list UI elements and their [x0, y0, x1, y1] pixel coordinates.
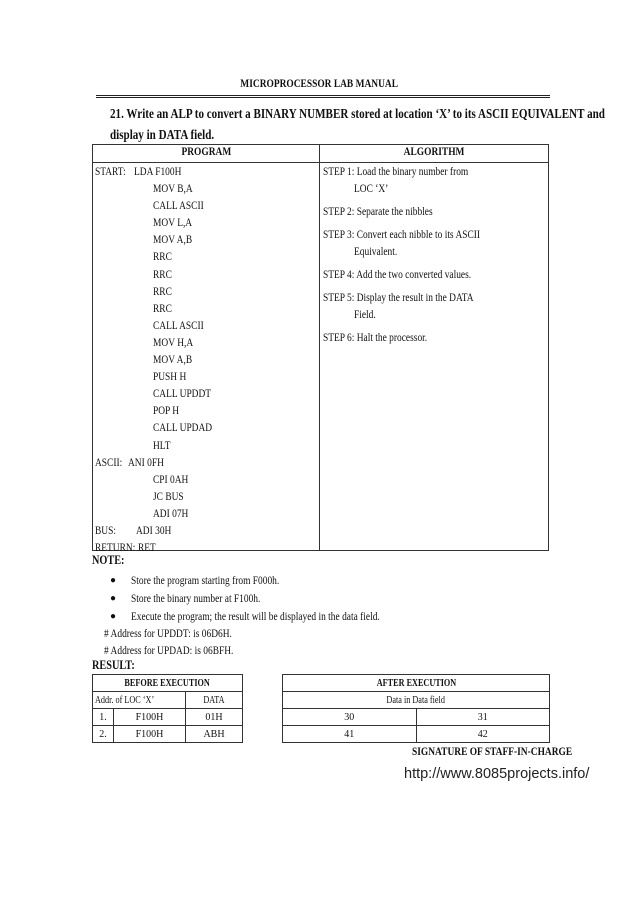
note-heading: NOTE: [92, 553, 125, 567]
program-instruction: LDA F100H [134, 166, 182, 178]
bullet-icon: ● [110, 593, 117, 604]
program-instruction: CPI 0AH [153, 473, 189, 486]
before-execution-title: BEFORE EXECUTION [93, 675, 243, 692]
page-header [0, 78, 638, 90]
row-address: F100H [114, 709, 186, 726]
algorithm-line: STEP 2: Separate the nibbles [323, 206, 433, 218]
program-line [95, 318, 319, 335]
table-column-divider [319, 145, 320, 550]
algorithm-line: STEP 1: Load the binary number from [323, 166, 469, 178]
algorithm-line: Equivalent. [354, 246, 398, 258]
program-line [95, 403, 319, 420]
website-url: http://www.8085projects.info/ [404, 766, 590, 782]
algorithm-line: STEP 3: Convert each nibble to its ASCII [323, 229, 481, 241]
program-instruction: CALL ASCII [153, 200, 204, 213]
program-instruction: RRC [153, 285, 172, 298]
program-line [95, 249, 319, 266]
note-list [110, 572, 550, 626]
program-instruction: MOV A,B [153, 234, 193, 247]
program-instruction: MOV L,A [153, 217, 193, 230]
staff-signature-label: SIGNATURE OF STAFF-IN-CHARGE [412, 746, 573, 758]
program-instruction: POP H [153, 405, 180, 418]
address-note: # Address for UPDAD: is 06BFH. [104, 645, 234, 657]
row-address: F100H [114, 726, 186, 743]
program-instruction: HLT [153, 439, 171, 452]
program-line [95, 386, 319, 403]
algorithm-line: Field. [354, 309, 376, 321]
experiment-title [110, 103, 605, 145]
table-row [283, 709, 550, 726]
program-label: BUS: [95, 524, 116, 537]
row-number: 2. [93, 726, 114, 743]
result-heading: RESULT: [92, 658, 135, 672]
program-instruction: ANI 0FH [128, 456, 164, 469]
algorithm-line: STEP 4: Add the two converted values. [323, 269, 472, 281]
program-line [95, 232, 319, 249]
data-column-header: DATA [186, 692, 243, 709]
program-column-header: PROGRAM [181, 146, 231, 158]
program-line [95, 506, 319, 523]
row-data: ABH [186, 726, 243, 743]
program-line [95, 301, 319, 318]
data-field-low: 30 [283, 709, 417, 726]
program-instruction: RRC [153, 302, 172, 315]
program-label: RETURN: [95, 542, 136, 555]
header-title-text: MICROPROCESSOR LAB MANUAL [240, 78, 398, 90]
before-execution-table [92, 674, 243, 743]
program-label: START: [95, 166, 126, 178]
header-divider [96, 95, 550, 98]
row-number: 1. [93, 709, 114, 726]
program-instruction: CALL UPDDT [153, 388, 212, 401]
program-instruction: MOV A,B [153, 354, 193, 367]
program-instruction: ADI 07H [153, 507, 189, 520]
program-line [95, 335, 319, 352]
data-field-low: 41 [283, 726, 417, 743]
note-item: ● Store the program starting from F000h. [110, 572, 550, 590]
program-line [95, 455, 319, 472]
experiment-title-line-1: 21. Write an ALP to convert a BINARY NUMBER stored at location ‘X’ to its ASCII EQUIVALENT and [110, 106, 605, 121]
program-line [95, 267, 319, 284]
program-line [95, 369, 319, 386]
algorithm-column-header: ALGORITHM [403, 146, 465, 158]
data-field-header: Data in Data field [283, 692, 550, 709]
program-line [95, 420, 319, 437]
address-note: # Address for UPDDT: is 06D6H. [104, 628, 232, 640]
program-listing [95, 164, 319, 557]
program-line [95, 284, 319, 301]
program-line [95, 181, 319, 198]
note-item: ● Store the binary number at F100h. [110, 590, 550, 608]
algorithm-steps [323, 164, 547, 347]
program-instruction: ADI 30H [136, 524, 172, 537]
algorithm-line: STEP 6: Halt the processor. [323, 332, 428, 344]
bullet-icon: ● [110, 611, 117, 622]
addr-column-header: Addr. of LOC ‘X’ [93, 692, 186, 709]
program-instruction: JC BUS [153, 490, 184, 503]
algorithm-line: LOC ‘X’ [354, 183, 389, 195]
program-line [95, 215, 319, 232]
program-instruction: CALL UPDAD [153, 422, 213, 435]
note-item: ● Execute the program; the result will be displayed in the data field. [110, 608, 550, 626]
row-data: 01H [186, 709, 243, 726]
program-line [95, 523, 319, 540]
data-field-high: 31 [416, 709, 550, 726]
after-execution-table [282, 674, 550, 743]
program-instruction: PUSH H [153, 371, 187, 384]
program-line [95, 164, 319, 181]
experiment-title-line-2: display in DATA field. [110, 127, 215, 142]
after-execution-title: AFTER EXECUTION [283, 675, 550, 692]
program-algorithm-table [92, 144, 549, 555]
program-line [95, 352, 319, 369]
data-field-high: 42 [416, 726, 550, 743]
table-row [93, 726, 243, 743]
program-line [95, 472, 319, 489]
address-notes [104, 626, 262, 660]
table-row [283, 726, 550, 743]
bullet-icon: ● [110, 575, 117, 586]
program-instruction: CALL ASCII [153, 319, 204, 332]
program-instruction: RRC [153, 268, 172, 281]
program-instruction: MOV B,A [153, 183, 193, 196]
program-line [95, 438, 319, 455]
program-instruction: RRC [153, 251, 172, 264]
program-line [95, 198, 319, 215]
program-instruction: RET [138, 542, 156, 555]
program-instruction: MOV H,A [153, 336, 194, 349]
algorithm-line: STEP 5: Display the result in the DATA [323, 292, 474, 304]
program-line [95, 489, 319, 506]
program-label: ASCII: [95, 456, 123, 469]
table-row [93, 709, 243, 726]
